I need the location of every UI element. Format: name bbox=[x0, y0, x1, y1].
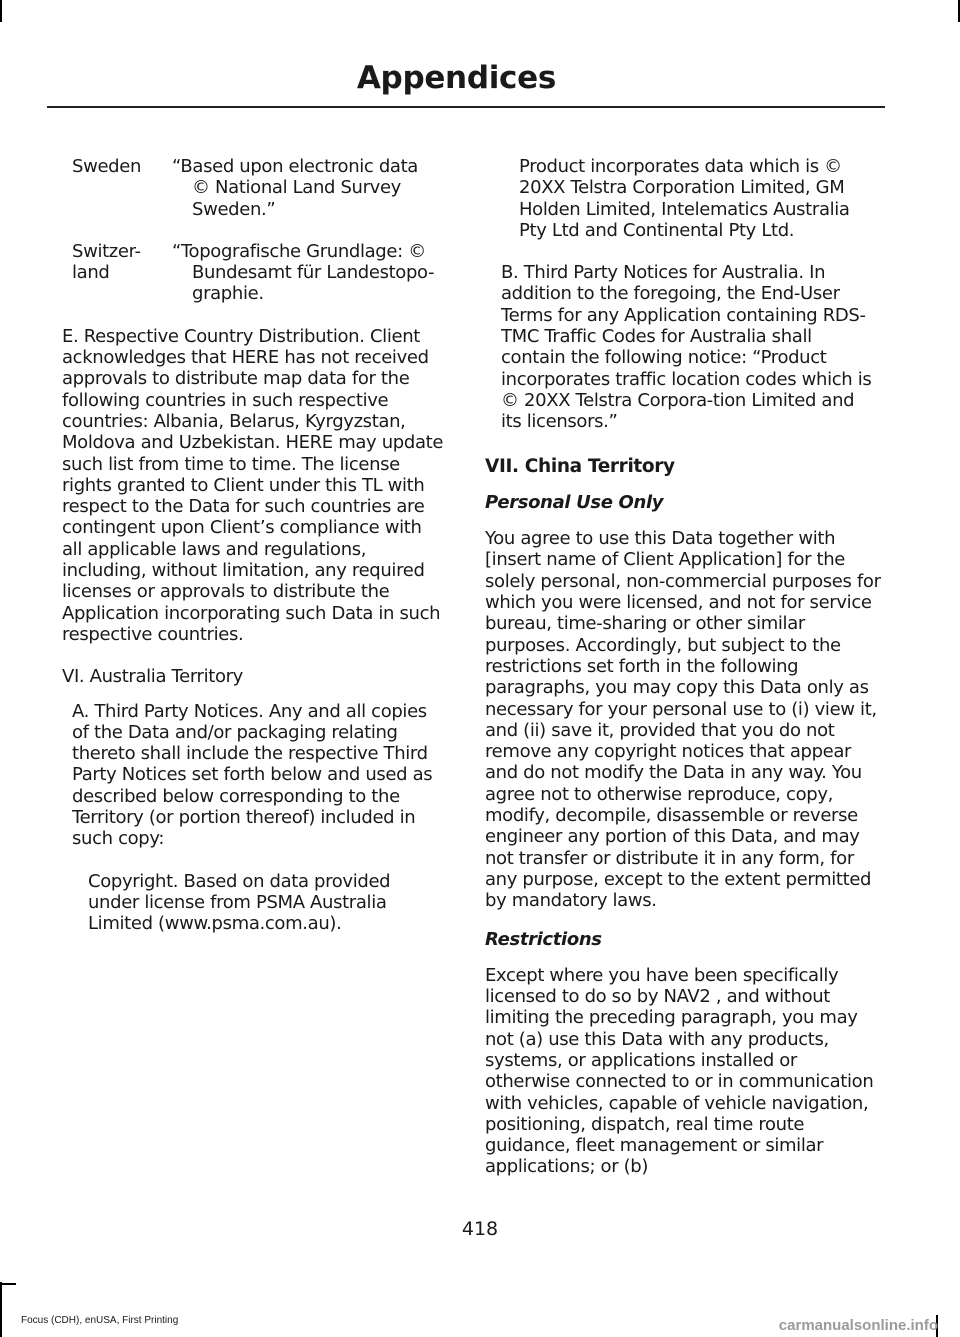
country-notice-row bbox=[72, 156, 440, 220]
crop-mark-top-left bbox=[0, 0, 2, 22]
notice-telstra: Product incorporates data which is © 20XX Telstra Corporation Limited, GM Holden Limited, Intelematics Australia Pty Ltd and Continental Pty Ltd. bbox=[519, 156, 850, 241]
country-notice-text: “Based upon electronic data © National Land Survey Sweden.” bbox=[172, 156, 418, 220]
subheading-personal-use: Personal Use Only bbox=[485, 491, 664, 513]
right-column bbox=[485, 156, 881, 1178]
notice-psma: Copyright. Based on data provided under license from PSMA Australia Limited (www.psma.com.au). bbox=[88, 870, 391, 935]
section-heading-vii: VII. China Territory bbox=[485, 455, 675, 477]
paragraph-b: B. Third Party Notices for Australia. In addition to the foregoing, the End-User Terms for any Application containing RDS-TMC Traffic Codes for Australia shall contain the following notice: “Product incorporates traffic location codes which is © 20XX Telstra Corpora-tion Limited and its licensors.” bbox=[501, 262, 872, 433]
header-divider bbox=[47, 106, 885, 108]
subheading-restrictions: Restrictions bbox=[485, 928, 602, 950]
left-column bbox=[62, 156, 444, 935]
restrictions-text: Except where you have been specifically licensed to do so by NAV2 , and without limiting the preceding paragraph, you may not (a) use this Data with any products, systems, or applications installed or otherwise connected to or in communication with vehicles, capable of vehicle navigation, positioning, dispatch, real time route guidance, fleet management or similar applications; or (b) bbox=[485, 964, 874, 1178]
country-name: Sweden bbox=[72, 156, 142, 177]
country-name: Switzer-land bbox=[72, 240, 141, 284]
watermark: carmanualsonline.info bbox=[778, 1317, 938, 1334]
crop-mark-bottom-left-v bbox=[0, 1282, 2, 1337]
country-notice-row bbox=[72, 241, 440, 305]
paragraph-a: A. Third Party Notices. Any and all copies of the Data and/or packaging relating thereto shall include the respective Third Party Notices set forth below and used as described below corresponding to the Territory (or portion thereof) included in such copy: bbox=[72, 700, 433, 850]
footer-text: Focus (CDH), enUSA, First Printing bbox=[21, 1315, 179, 1326]
paragraph-e: E. Respective Country Distribution. Client acknowledges that HERE has not received approvals to distribute map data for the following countries in such respective countries: Albania, Belarus, Kyrgyzstan, Moldova and Uzbekistan. HERE may update such list from time to time. The license rights granted to Client under this TL with respect to the Data for such countries are contingent upon Client’s compliance with all applicable laws and regulations, including, without limitation, any required licenses or approvals to distribute the Application incorporating such Data in such respective countries. bbox=[62, 325, 444, 645]
page-number: 418 bbox=[461, 1218, 499, 1240]
crop-mark-bottom-left-h bbox=[0, 1283, 16, 1285]
country-notice-text: “Topografische Grundlage: © Bundesamt für Landestopo-graphie. bbox=[172, 240, 435, 305]
section-heading-vi: VI. Australia Territory bbox=[62, 666, 243, 688]
personal-use-text: You agree to use this Data together with [insert name of Client Application] for the solely personal, non-commercial purposes for which you were licensed, and not for service bureau, time-sharing or other similar purposes. Accordingly, but subject to the restrictions set forth in the following paragraphs, you may copy this Data only as necessary for your personal use to (i) view it, and (ii) save it, provided that you do not remove any copyright notices that appear and do not modify the Data in any way. You agree not to otherwise reproduce, copy, modify, decompile, disassemble or reverse engineer any portion of this Data, and may not transfer or distribute it in any form, for any purpose, except to the extent permitted by mandatory laws. bbox=[485, 528, 881, 912]
page-title: Appendices bbox=[356, 60, 556, 96]
